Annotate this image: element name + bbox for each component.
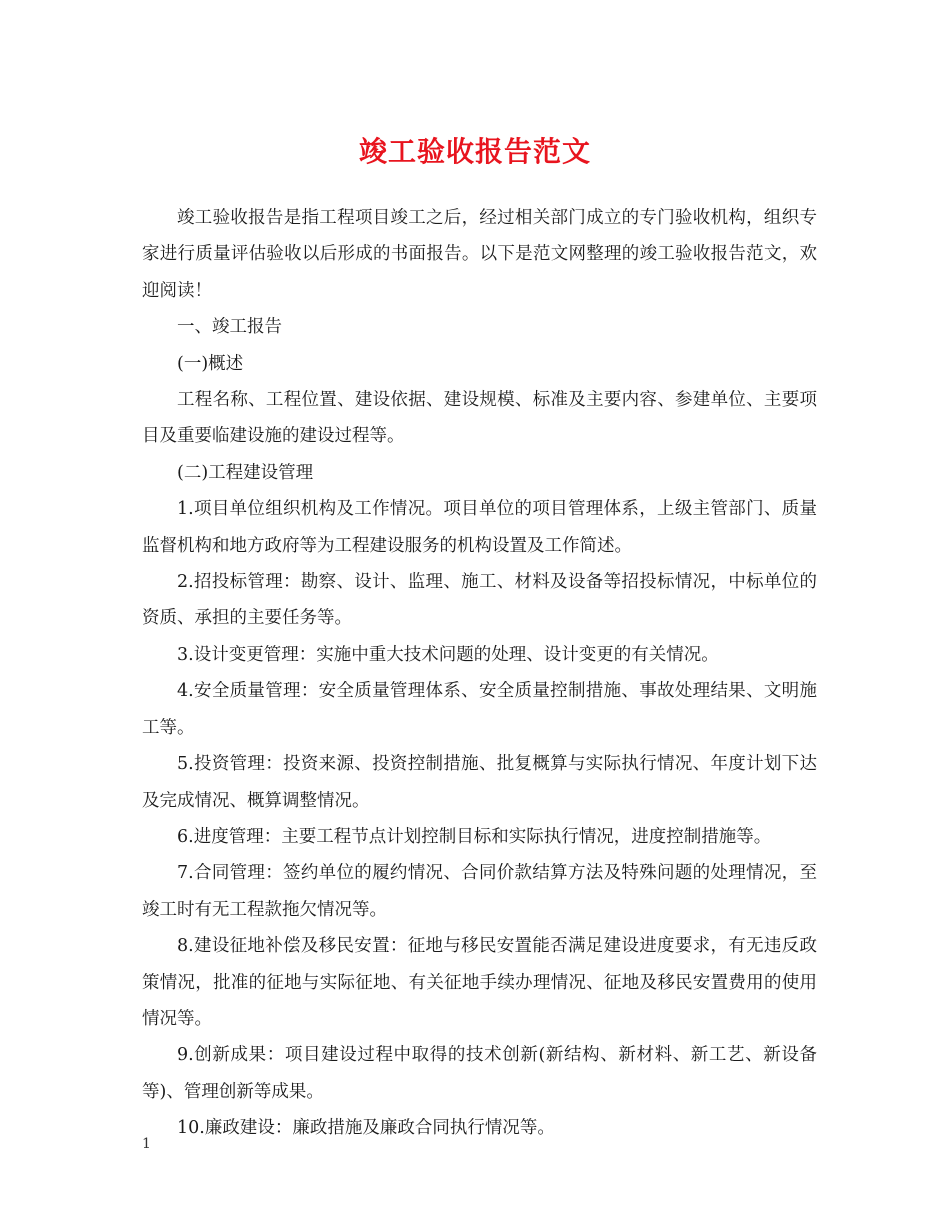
list-item-safety-quality: 4.安全质量管理：安全质量管理体系、安全质量控制措施、事故处理结果、文明施工等。: [142, 681, 817, 738]
list-item-design-change: 3.设计变更管理：实施中重大技术问题的处理、设计变更的有关情况。: [177, 644, 719, 665]
list-item-schedule: 6.进度管理：主要工程节点计划控制目标和实际执行情况，进度控制措施等。: [177, 826, 772, 847]
paragraph-intro: 竣工验收报告是指工程项目竣工之后，经过相关部门成立的专门验收机构，组织专家进行质量评估验收以后形成的书面报告。以下是范文网整理的竣工验收报告范文，欢迎阅读！: [142, 208, 817, 301]
page-title: 竣工验收报告范文: [358, 135, 591, 168]
document-body: [142, 200, 817, 1147]
subsection-heading-construction-management: (二)工程建设管理: [177, 462, 314, 483]
section-heading-completion-report: 一、竣工报告: [177, 317, 282, 338]
list-item-integrity: 10.廉政建设：廉政措施及廉政合同执行情况等。: [177, 1118, 555, 1139]
list-item-contract: 7.合同管理：签约单位的履约情况、合同价款结算方法及特殊问题的处理情况，至竣工时有无工程款拖欠情况等。: [142, 863, 817, 920]
list-item-investment: 5.投资管理：投资来源、投资控制措施、批复概算与实际执行情况、年度计划下达及完成情况、概算调整情况。: [142, 754, 817, 811]
paragraph-overview: 工程名称、工程位置、建设依据、建设规模、标准及主要内容、参建单位、主要项目及重要临建设施的建设过程等。: [142, 390, 817, 447]
list-item-land-resettlement: 8.建设征地补偿及移民安置：征地与移民安置能否满足建设进度要求，有无违反政策情况，批准的征地与实际征地、有关征地手续办理情况、征地及移民安置费用的使用情况等。: [142, 936, 817, 1029]
page-number: 1: [142, 1136, 151, 1152]
list-item-bidding: 2.招投标管理：勘察、设计、监理、施工、材料及设备等招投标情况，中标单位的资质、承担的主要任务等。: [142, 572, 817, 629]
list-item-innovation: 9.创新成果：项目建设过程中取得的技术创新(新结构、新材料、新工艺、新设备等)、管理创新等成果。: [142, 1045, 817, 1102]
subsection-heading-overview: (一)概述: [177, 353, 244, 374]
list-item-organization: 1.项目单位组织机构及工作情况。项目单位的项目管理体系，上级主管部门、质量监督机构和地方政府等为工程建设服务的机构设置及工作简述。: [142, 499, 817, 556]
